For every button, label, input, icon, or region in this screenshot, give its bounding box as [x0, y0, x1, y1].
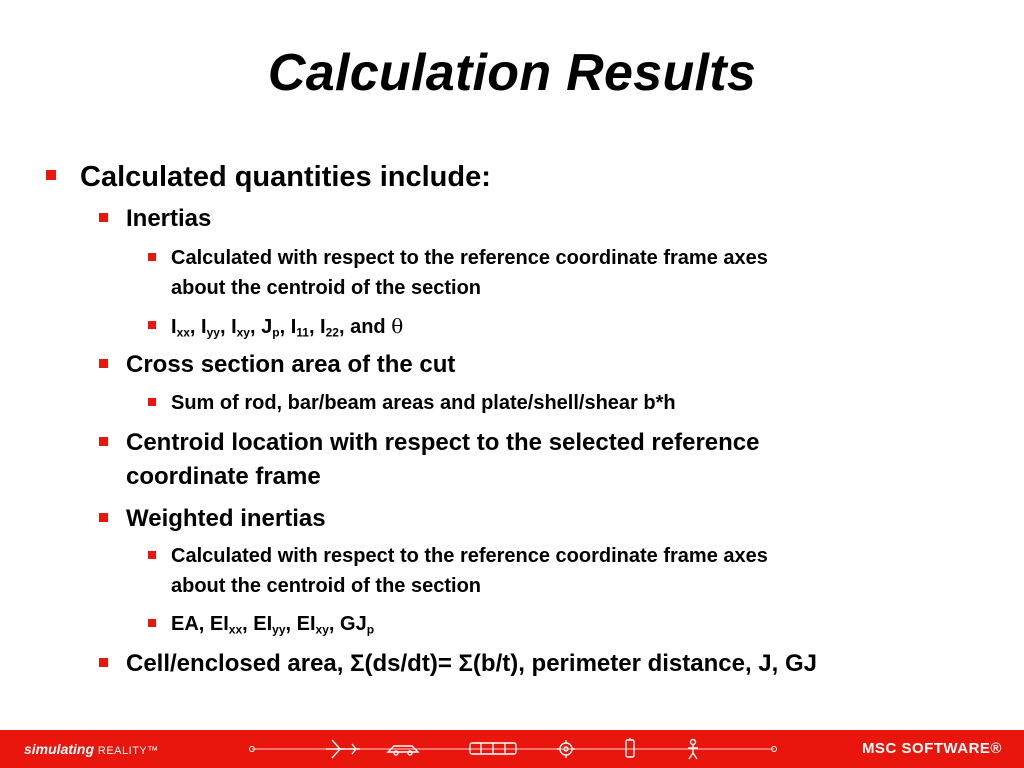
bullet-level2: Cell/enclosed area, Σ(ds/dt)= Σ(b/t), perimeter distance, J, GJ: [126, 647, 817, 681]
phone-icon: [626, 738, 634, 757]
square-bullet-icon: [148, 619, 156, 627]
slide-title: Calculation Results: [267, 44, 757, 102]
bullet-level2: Weighted inertias: [126, 502, 326, 536]
footer-bar: [0, 730, 1024, 768]
square-bullet-icon: [148, 253, 156, 261]
msc-software-logo: MSC SOFTWARE®: [861, 740, 1002, 757]
square-bullet-icon: [99, 359, 108, 368]
square-bullet-icon: [148, 321, 156, 329]
bullet-level1: Calculated quantities include:: [80, 160, 491, 194]
square-bullet-icon: [46, 170, 56, 180]
bullet-level3: Calculated with respect to the reference coordinate frame axes about the centroid of the section: [171, 243, 768, 303]
bullet-level2: Cross section area of the cut: [126, 348, 455, 382]
bullet-level3-weighted: EA, $EI_{xx}$, $EI_{yy}$, $EI_{xy}$, $GJ_p$: [171, 609, 374, 639]
theta-symbol: θ: [391, 314, 404, 338]
bullet-level2: Centroid location with respect to the selected reference coordinate frame: [126, 426, 760, 494]
bullet-level2: Inertias: [126, 202, 211, 236]
square-bullet-icon: [99, 437, 108, 446]
car-icon: [388, 746, 418, 755]
square-bullet-icon: [148, 398, 156, 406]
bullet-level3: Sum of rod, bar/beam areas and plate/shell/shear b*h: [171, 388, 676, 418]
square-bullet-icon: [99, 513, 108, 522]
industry-icons-strip: [248, 736, 778, 762]
square-bullet-icon: [148, 551, 156, 559]
airplane-icon: [326, 740, 360, 758]
simulating-reality-logo: simulating REALITY™: [24, 741, 159, 757]
bullet-level3: Calculated with respect to the reference coordinate frame axes about the centroid of the section: [171, 541, 768, 601]
bullet-level3-inertias: $I_{xx}$, $I_{yy}$, $I_{xy}$, $J_p$, $I_{11}$, $I_{22}$, and θ: [171, 311, 403, 342]
square-bullet-icon: [99, 658, 108, 667]
square-bullet-icon: [99, 213, 108, 222]
